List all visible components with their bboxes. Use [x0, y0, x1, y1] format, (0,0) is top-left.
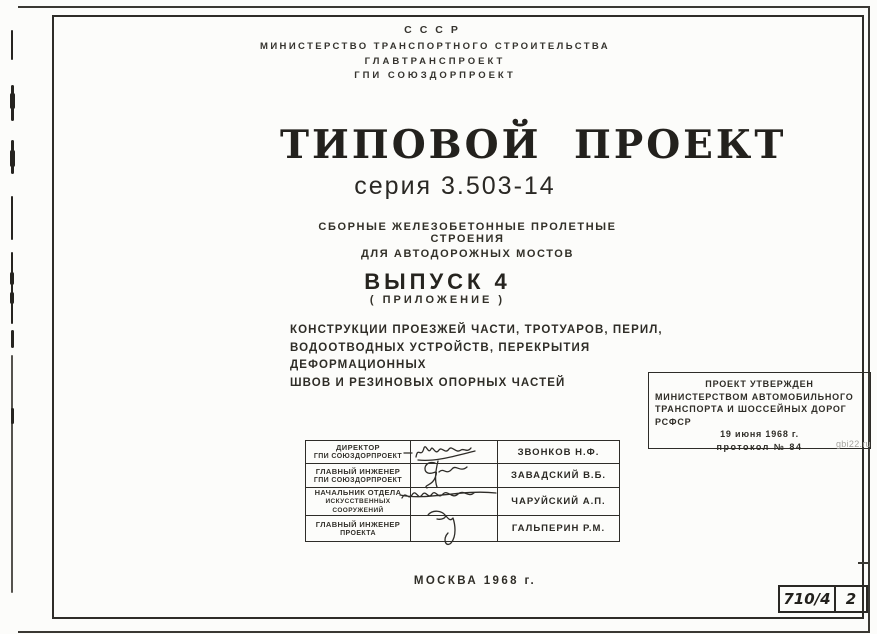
issue-note: ( ПРИЛОЖЕНИЕ ) [369, 294, 506, 306]
subtitle-line2: ДЛЯ АВТОДОРОЖНЫХ МОСТОВ [360, 248, 575, 260]
role-title: ГЛАВНЫЙ ИНЖЕНЕР [315, 519, 401, 529]
header-ministry: МИНИСТЕРСТВО ТРАНСПОРТНОГО СТРОИТЕЛЬСТВА [260, 41, 610, 52]
subtitle-line1: СБОРНЫЕ ЖЕЛЕЗОБЕТОННЫЕ ПРОЛЕТНЫЕ СТРОЕНИЯ [318, 221, 617, 245]
document-title: ТИПОВОЙ ПРОЕКТ [280, 122, 787, 168]
scan-artifact-blob [11, 408, 14, 424]
signature-table [305, 440, 620, 542]
signer-name: ЗВОНКОВ Н.Ф. [498, 441, 620, 464]
description-line: ШВОВ И РЕЗИНОВЫХ ОПОРНЫХ ЧАСТЕЙ [290, 376, 566, 389]
scan-artifact-blob [10, 150, 15, 167]
table-row [306, 516, 620, 542]
scan-artifact-blob [10, 93, 15, 109]
scan-artifact-blob [10, 272, 14, 285]
stamp-code: 710/4 [778, 585, 834, 613]
signer-name: ГАЛЬПЕРИН Р.М. [498, 516, 620, 542]
role-title: НАЧАЛЬНИК ОТДЕЛА [314, 488, 402, 497]
scan-artifact-dash [11, 30, 13, 60]
description-line: КОНСТРУКЦИИ ПРОЕЗЖЕЙ ЧАСТИ, ТРОТУАРОВ, ПЕРИЛ, [290, 324, 663, 336]
role-title: ГЛАВНЫЙ ИНЖЕНЕР [315, 466, 401, 476]
table-row [306, 488, 620, 516]
approval-date: 19 июня 1968 г. [720, 429, 799, 439]
stamp-sheet-number: 2 [834, 585, 868, 613]
approval-line3: ТРАНСПОРТА И ШОССЕЙНЫХ ДОРОГ РСФСР [655, 404, 847, 427]
description-line: ВОДООТВОДНЫХ УСТРОЙСТВ, ПЕРЕКРЫТИЯ ДЕФОРМАЦИОННЫХ [290, 341, 591, 371]
series-number: серия 3.503-14 [354, 172, 556, 200]
signer-name: ЗАВАДСКИЙ В.Б. [498, 464, 620, 488]
site-watermark: gbi22.ru [836, 439, 871, 449]
role-org: ГПИ СОЮЗДОРПРОЕКТ [313, 476, 403, 484]
description-paragraph [290, 322, 675, 392]
signature-cell [411, 488, 498, 516]
approval-line1: ПРОЕКТ УТВЕРЖДЕН [705, 379, 814, 389]
header-org1: ГЛАВТРАНСПРОЕКТ [364, 56, 506, 67]
role-org: ПРОЕКТА [340, 529, 376, 537]
scan-artifact-dash [11, 252, 13, 324]
city-year: МОСКВА 1968 г. [413, 575, 537, 587]
scan-artifact-dash [11, 330, 14, 348]
signature-cell [411, 441, 498, 464]
scan-artifact-blob [10, 292, 14, 304]
approval-stamp-box [648, 372, 871, 452]
scan-artifact-line [11, 355, 13, 593]
approval-protocol: протокол № 84 [716, 441, 803, 452]
approval-line2: МИНИСТЕРСТВОМ АВТОМОБИЛЬНОГО [655, 391, 854, 402]
subtitle [280, 221, 655, 260]
issue-number: ВЫПУСК 4 [364, 269, 511, 294]
signature-cell [411, 516, 498, 542]
signature-cell [411, 464, 498, 488]
table-row [306, 464, 620, 488]
document-header [240, 24, 630, 81]
scan-artifact-dash [11, 196, 13, 240]
header-org2: ГПИ СОЮЗДОРПРОЕКТ [354, 70, 516, 81]
frame-tick-mark [858, 562, 870, 564]
role-title: ДИРЕКТОР [336, 443, 380, 452]
drawing-number-stamp [778, 585, 868, 613]
role-org: ГПИ СОЮЗДОРПРОЕКТ [313, 453, 403, 460]
role-org: ИСКУССТВЕННЫХ СООРУЖЕНИЙ [325, 498, 391, 514]
signer-name: ЧАРУЙСКИЙ А.П. [498, 488, 620, 516]
header-country: СССР [404, 24, 466, 36]
table-row [306, 441, 620, 464]
